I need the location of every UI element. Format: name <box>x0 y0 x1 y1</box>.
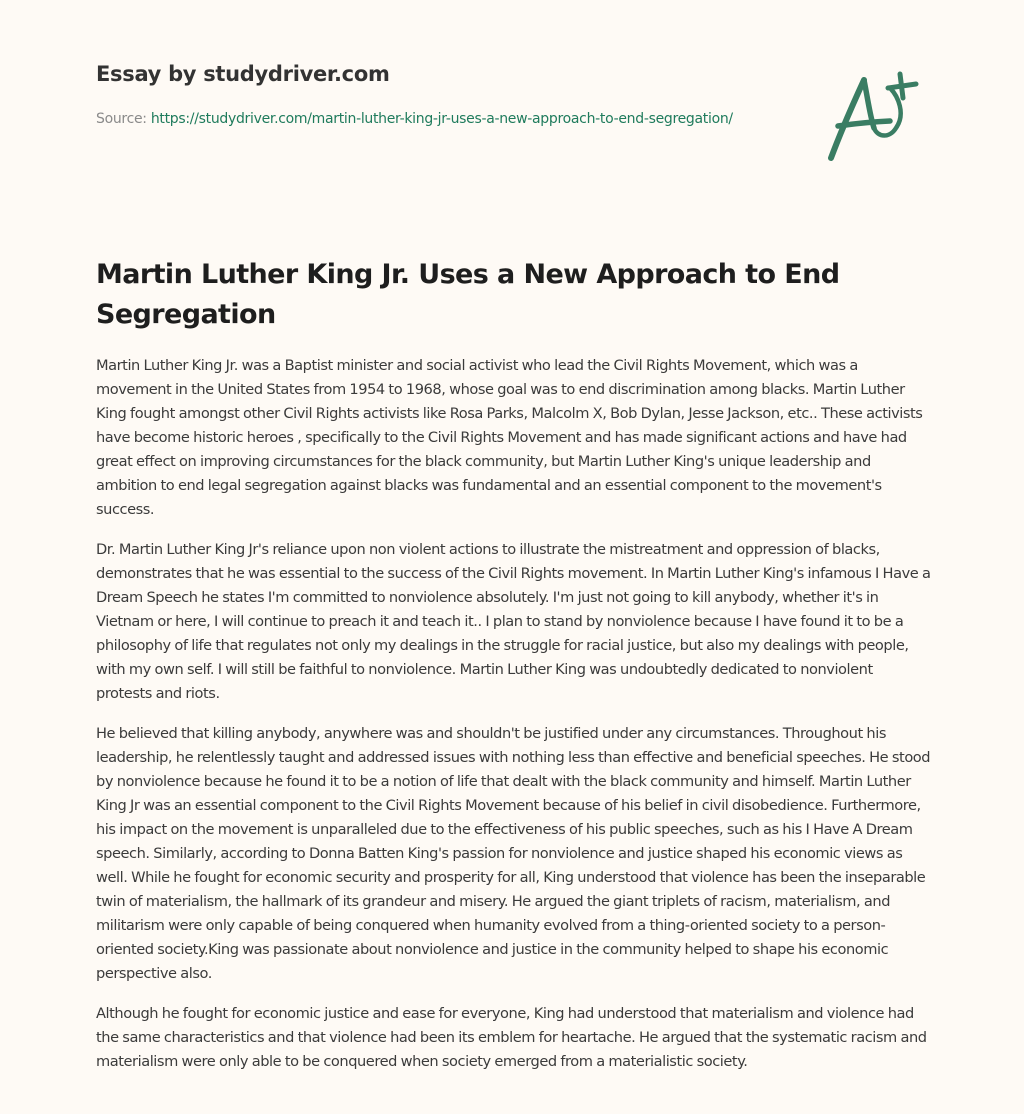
paragraph: He believed that killing anybody, anywhere was and shouldn't be justified under any circumstances. Throughout his leadership, he relentlessly taught and addressed issues with nothing less than effective and beneficial speeches. He stood by nonviolence because he found it to be a notion of life that dealt with the black community and himself. Martin Luther King Jr was an essential component to the Civil Rights Movement because of his belief in civil disobedience. Furthermore, his impact on the movement is unparalleled due to the effectiveness of his public speeches, such as his I Have A Dream speech. Similarly, according to Donna Batten King's passion for nonviolence and justice shaped his economic views as well. While he fought for economic security and prosperity for all, King understood that violence has been the inseparable twin of materialism, the hallmark of its grandeur and misery. He argued the giant triplets of racism, materialism, and militarism were only capable of being conquered when humanity evolved from a thing-oriented society to a person-oriented society.King was passionate about nonviolence and justice in the community helped to shape his economic perspective also. <box>96 725 931 982</box>
paragraph: Dr. Martin Luther King Jr's reliance upon non violent actions to illustrate the mistreatment and oppression of blacks, demonstrates that he was essential to the success of the Civil Rights movement. In Martin Luther King's infamous I Have a Dream Speech he states I'm committed to nonviolence absolutely. I'm just not going to kill anybody, whether it's in Vietnam or here, I will continue to preach it and teach it.. I plan to stand by nonviolence because I have found it to be a philosophy of life that regulates not only my dealings in the struggle for racial justice, but also my dealings with people, with my own self. I will still be faithful to nonviolence. Martin Luther King was undoubtedly dedicated to nonviolent protests and riots. <box>96 541 931 702</box>
article-body <box>96 354 932 1090</box>
paragraph: Martin Luther King Jr. was a Baptist minister and social activist who lead the Civil Rights Movement, which was a movement in the United States from 1954 to 1968, whose goal was to end discrimination among blacks. Martin Luther King fought amongst other Civil Rights activists like Rosa Parks, Malcolm X, Bob Dylan, Jesse Jackson, etc.. These activists have become historic heroes , specifically to the Civil Rights Movement and has made significant actions and have had great effect on improving circumstances for the black community, but Martin Luther King's unique leadership and ambition to end legal segregation against blacks was fundamental and an essential component to the movement's success. <box>96 357 923 518</box>
a-plus-grade-icon <box>818 66 930 166</box>
page-header <box>96 62 776 131</box>
site-title: Essay by studydriver.com <box>96 62 390 86</box>
paragraph: Although he fought for economic justice and ease for everyone, King had understood that materialism and violence had the same characteristics and that violence had been its emblem for heartache. He argued that the systematic racism and materialism were only able to be conquered when society emerged from a materialistic society. <box>96 1005 927 1070</box>
source-link[interactable]: https://studydriver.com/martin-luther-king-jr-uses-a-new-approach-to-end-segregation/ <box>150 111 733 127</box>
source-line <box>96 107 736 131</box>
source-label: Source: <box>96 111 151 127</box>
article-title: Martin Luther King Jr. Uses a New Approach to End Segregation <box>96 259 840 330</box>
